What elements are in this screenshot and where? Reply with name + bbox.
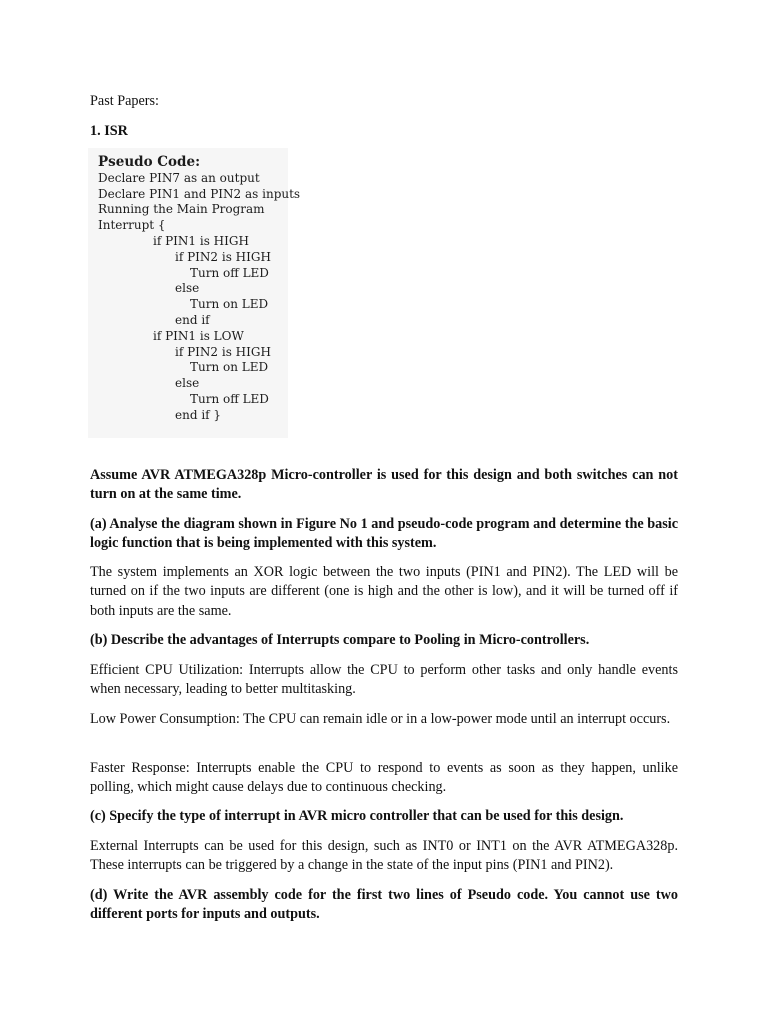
page-header: Past Papers: — [90, 93, 159, 109]
pseudo-code-line: Declare PIN1 and PIN2 as inputs — [98, 186, 301, 201]
answer-a: The system implements an XOR logic between the two inputs (PIN1 and PIN2). The LED will be turned on if the two inputs are different (one is high and the other is low), and it will be turned off if both inputs are the same. — [90, 564, 678, 619]
pseudo-code-line: if PIN1 is LOW — [153, 328, 244, 343]
pseudo-code-line: Running the Main Program — [98, 202, 265, 217]
pseudo-code-line: else — [175, 281, 200, 296]
pseudo-code-line: Turn off LED — [190, 391, 269, 406]
pseudo-code-line: if PIN2 is HIGH — [175, 344, 271, 359]
answer-c: External Interrupts can be used for this design, such as INT0 or INT1 on the AVR ATMEGA328p. These interrupts can be triggered by a change in the state of the input pins (PIN1 and PIN2). — [90, 838, 678, 874]
pseudo-code-line: if PIN1 is HIGH — [153, 233, 249, 248]
assumption-text: Assume AVR ATMEGA328p Micro-controller is used for this design and both switches can not turn on at the same time. — [90, 467, 678, 503]
pseudo-code-line: Turn on LED — [190, 297, 269, 312]
answer-b-response: Faster Response: Interrupts enable the CPU to respond to events as soon as they happen, unlike polling, which might cause delays due to continuous checking. — [90, 760, 678, 796]
pseudo-code-line: Turn on LED — [190, 360, 269, 375]
pseudo-code-line: Interrupt { — [98, 218, 166, 233]
pseudo-code-block — [98, 155, 300, 424]
pseudo-code-line: Turn off LED — [190, 265, 269, 280]
answer-b-cpu-utilization: Efficient CPU Utilization: Interrupts allow the CPU to perform other tasks and only handle events when necessary, leading to better multitasking. — [90, 662, 678, 698]
pseudo-code-heading: Pseudo Code: — [98, 154, 201, 170]
pseudo-code-line: if PIN2 is HIGH — [175, 249, 271, 264]
question-b: (b) Describe the advantages of Interrupts compare to Pooling in Micro-controllers. — [90, 632, 590, 648]
answer-b-power: Low Power Consumption: The CPU can remain idle or in a low-power mode until an interrupt occurs. — [90, 711, 671, 727]
pseudo-code-line: Declare PIN7 as an output — [98, 170, 260, 185]
pseudo-code-line: end if — [175, 312, 210, 327]
question-c: (c) Specify the type of interrupt in AVR micro controller that can be used for this design. — [90, 808, 624, 824]
section-title: 1. ISR — [90, 123, 128, 139]
pseudo-code-line: end if } — [175, 407, 222, 422]
pseudo-code-line: else — [175, 376, 200, 391]
question-d: (d) Write the AVR assembly code for the first two lines of Pseudo code. You cannot use two different ports for inputs and outputs. — [90, 887, 678, 923]
question-a: (a) Analyse the diagram shown in Figure No 1 and pseudo-code program and determine the basic logic function that is being implemented with this system. — [90, 516, 678, 552]
